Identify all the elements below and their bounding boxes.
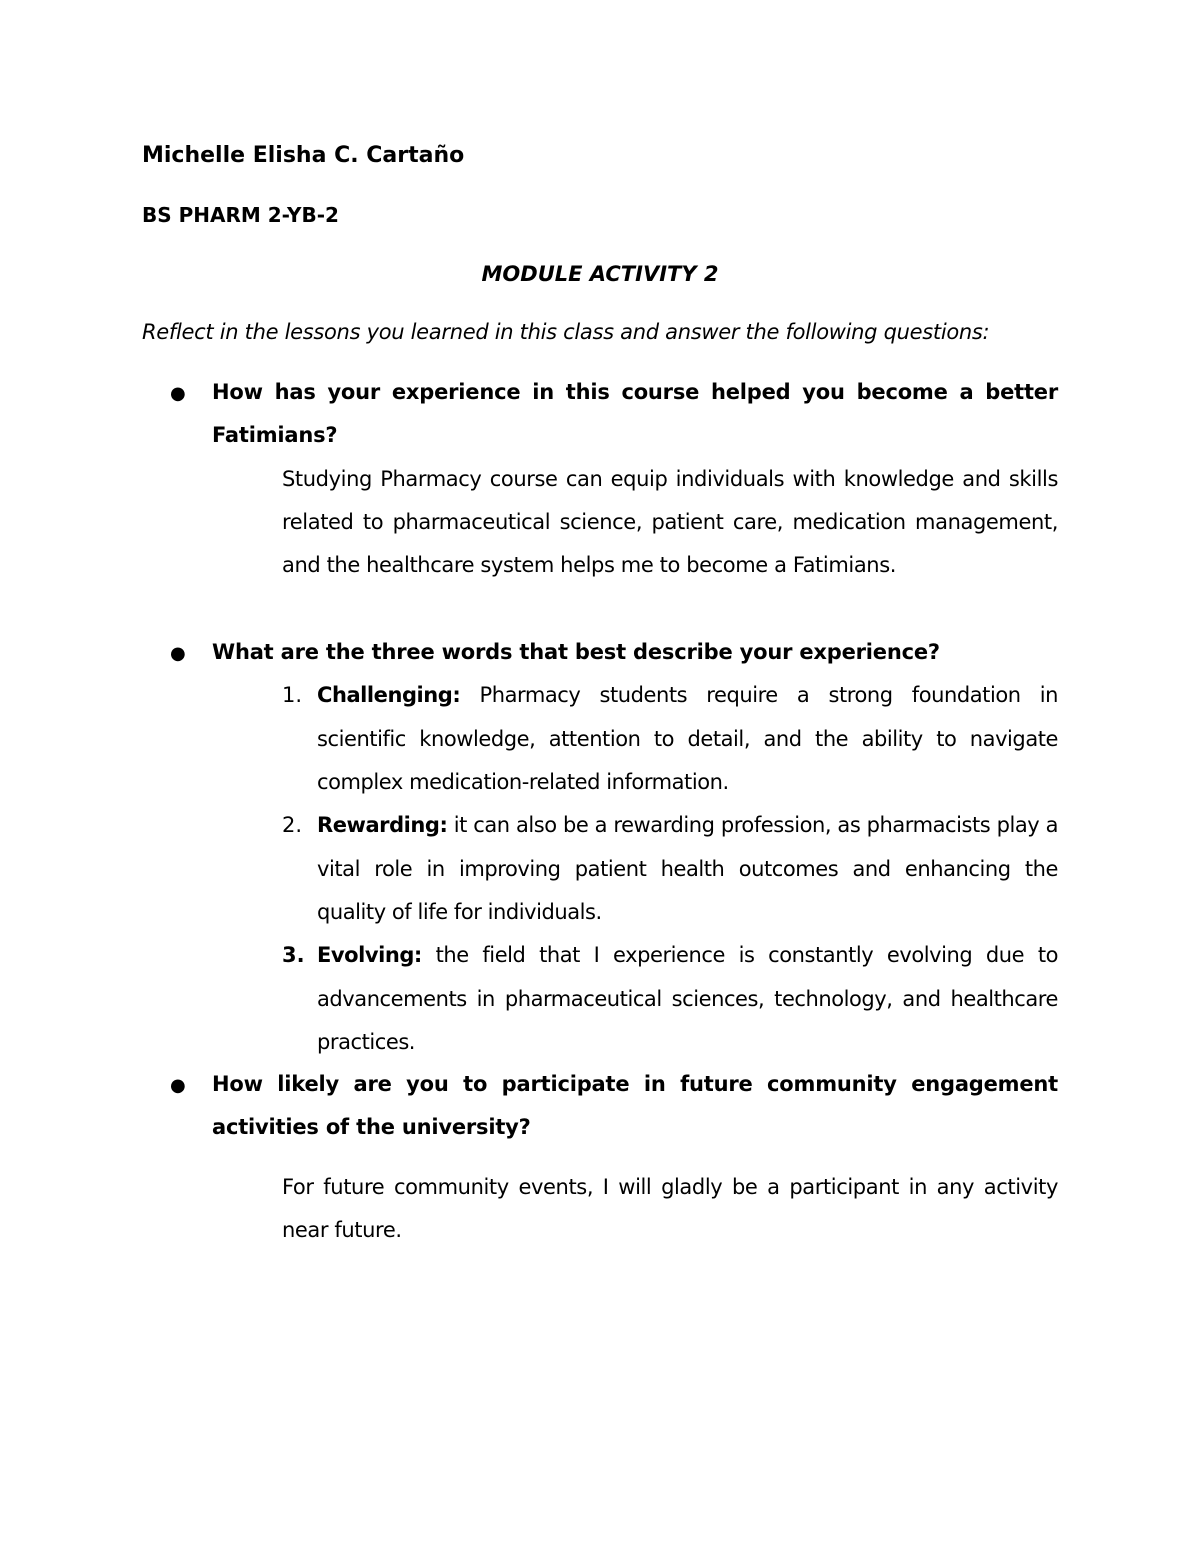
list-item-3	[317, 934, 1058, 1065]
bullet-icon: ●	[170, 383, 186, 404]
list-item-text: Pharmacy students require a strong foundation in scientific knowledge, attention to detail, and the ability to navigate complex medication-related information.	[317, 683, 1058, 794]
list-item-1	[317, 674, 1058, 805]
list-number-3: 3.	[282, 943, 305, 967]
list-item-term: Rewarding:	[317, 813, 448, 837]
list-item-term: Evolving:	[317, 943, 422, 967]
bullet-icon: ●	[170, 643, 186, 664]
list-item-2	[317, 804, 1058, 935]
answer-3: For future community events, I will gladly be a participant in any activity near future.	[282, 1175, 1058, 1242]
answer-1: Studying Pharmacy course can equip individuals with knowledge and skills related to pharmaceutical science, patient care, medication management, and the healthcare system helps me to become a Fatimians.	[282, 467, 1058, 577]
question-2: What are the three words that best describe your experience?	[212, 640, 940, 664]
student-name: Michelle Elisha C. Cartaño	[142, 143, 465, 168]
list-item-term: Challenging:	[317, 683, 461, 707]
bullet-icon: ●	[170, 1075, 186, 1096]
question-3: How likely are you to participate in future community engagement activities of the university?	[212, 1072, 1058, 1139]
instructions: Reflect in the lessons you learned in this class and answer the following questions:	[142, 320, 990, 344]
list-item-text: the field that I experience is constantly evolving due to advancements in pharmaceutical sciences, technology, and healthcare practices.	[317, 943, 1058, 1054]
list-number-1: 1.	[282, 683, 303, 707]
question-1: How has your experience in this course helped you become a better Fatimians?	[212, 380, 1058, 447]
list-item-text: it can also be a rewarding profession, as pharmacists play a vital role in improving patient health outcomes and enhancing the quality of life for individuals.	[317, 813, 1058, 924]
student-section: BS PHARM 2-YB-2	[142, 203, 339, 227]
list-number-2: 2.	[282, 813, 303, 837]
page-title: MODULE ACTIVITY 2	[481, 262, 719, 286]
